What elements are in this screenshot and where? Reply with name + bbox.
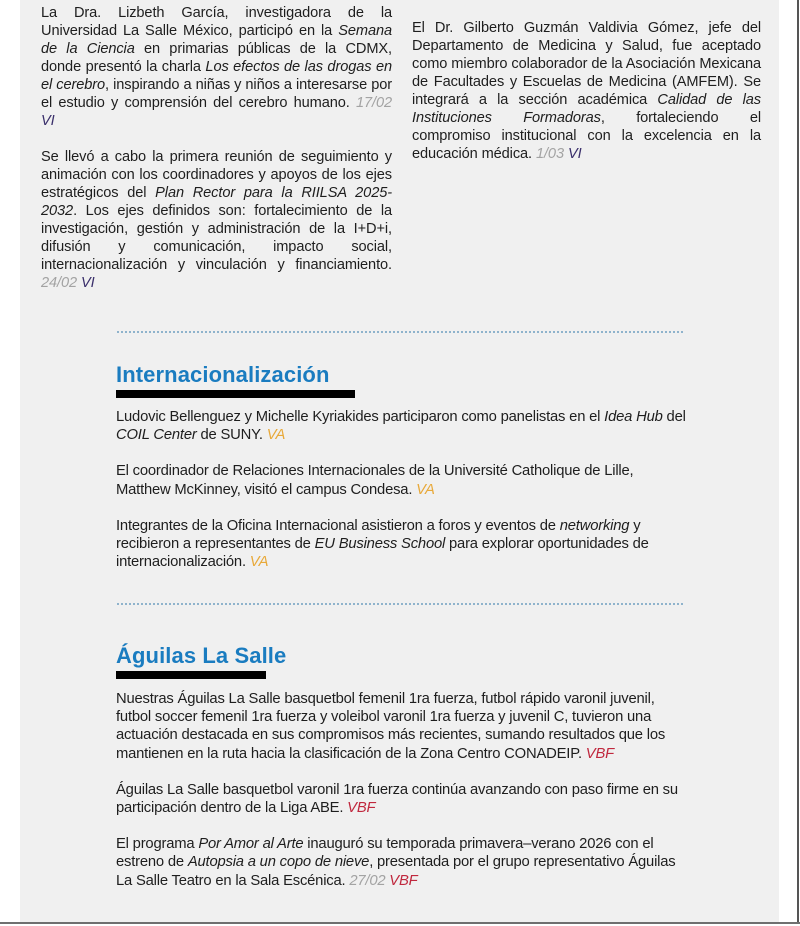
section-title-aguilas: Águilas La Salle [116, 643, 287, 668]
news-item: Águilas La Salle basquetbol varonil 1ra fuerza continúa avanzando con paso firme en su participación dentro de la Liga ABE. VBF [116, 781, 678, 817]
news-date: 1/03 [535, 146, 564, 162]
section-divider [117, 603, 683, 605]
news-date: 17/02 [355, 95, 392, 111]
news-item: Ludovic Bellenguez y Michelle Kyriakides participaron como panelistas en el Idea Hub del COIL Center de SUNY. VA [116, 409, 686, 444]
department-tag: VA [416, 481, 435, 498]
page-right-edge [797, 0, 799, 924]
news-item: Integrantes de la Oficina Internacional asistieron a foros y eventos de networking y recibieron a representantes de EU Business School para explorar oportunidades de internacionalización. VA [116, 517, 649, 571]
news-item: Se llevó a cabo la primera reunión de seguimiento y animación con los coordinadores y apoyos de los ejes estratégicos del Plan Rector para la RIILSA 2025-2032. Los ejes definidos son: fortalecimiento de la investigación, gestión y administración de la I+D+i, difusión y comunicación, impacto social, internacionalización y vinculación y financiamiento. 24/02 VI [41, 149, 392, 291]
investigacion-left-column [41, 4, 392, 292]
department-tag: VI [567, 146, 582, 162]
title-underline-bar [116, 671, 266, 679]
page-bottom-edge [0, 922, 800, 924]
news-date: 24/02 [41, 275, 78, 291]
news-item: El Dr. Gilberto Guzmán Valdivia Gómez, jefe del Departamento de Medicina y Salud, fue aceptado como miembro colaborador de la Asociación Mexicana de Facultades y Escuelas de Medicina (AMFEM). Se integrará a la sección académica Calidad de las Instituciones Formadoras, fortaleciendo el compromiso institucional con la excelencia en la educación médica. 1/03 VI [412, 20, 761, 162]
news-date: 27/02 [349, 872, 386, 889]
news-item: La Dra. Lizbeth García, investigadora de la Universidad La Salle México, participó en la Semana de la Ciencia en primarias públicas de la CDMX, donde presentó la charla Los efectos de las drogas en el cerebro, inspirando a niñas y niños a interesarse por el estudio y comprensión del cerebro humano. 17/02 VI [41, 5, 392, 129]
internacionalizacion-section [116, 408, 688, 571]
investigacion-right-column [412, 19, 761, 163]
department-tag: VA [249, 554, 269, 571]
department-tag: VBF [347, 800, 376, 817]
aguilas-section [116, 690, 688, 890]
news-item: Nuestras Águilas La Salle basquetbol femenil 1ra fuerza, futbol rápido varonil juvenil, futbol soccer femenil 1ra fuerza y voleibol varonil 1ra fuerza y juvenil C, tuvieron una actuación destacada en sus compromisos más recientes, sumando resultados que los mantienen en la ruta hacia la clasificación de la Zona Centro CONADEIP. VBF [116, 691, 666, 762]
department-tag: VBF [389, 872, 418, 889]
news-item: El coordinador de Relaciones Internacionales de la Université Catholique de Lille, Matthew McKinney, visitó el campus Condesa. VA [116, 463, 634, 498]
department-tag: VI [81, 275, 95, 291]
department-tag: VBF [585, 745, 614, 762]
department-tag: VA [266, 427, 286, 444]
section-title-internacionalizacion: Internacionalización [116, 362, 330, 387]
title-underline-bar [116, 390, 355, 398]
news-item: El programa Por Amor al Arte inauguró su temporada primavera–verano 2026 con el estreno de Autopsia a un copo de nieve, presentada por el grupo representativo Águilas La Salle Teatro en la Sala Escénica. 27/02 VBF [116, 836, 676, 889]
section-divider [117, 331, 683, 333]
department-tag: VI [41, 113, 55, 129]
